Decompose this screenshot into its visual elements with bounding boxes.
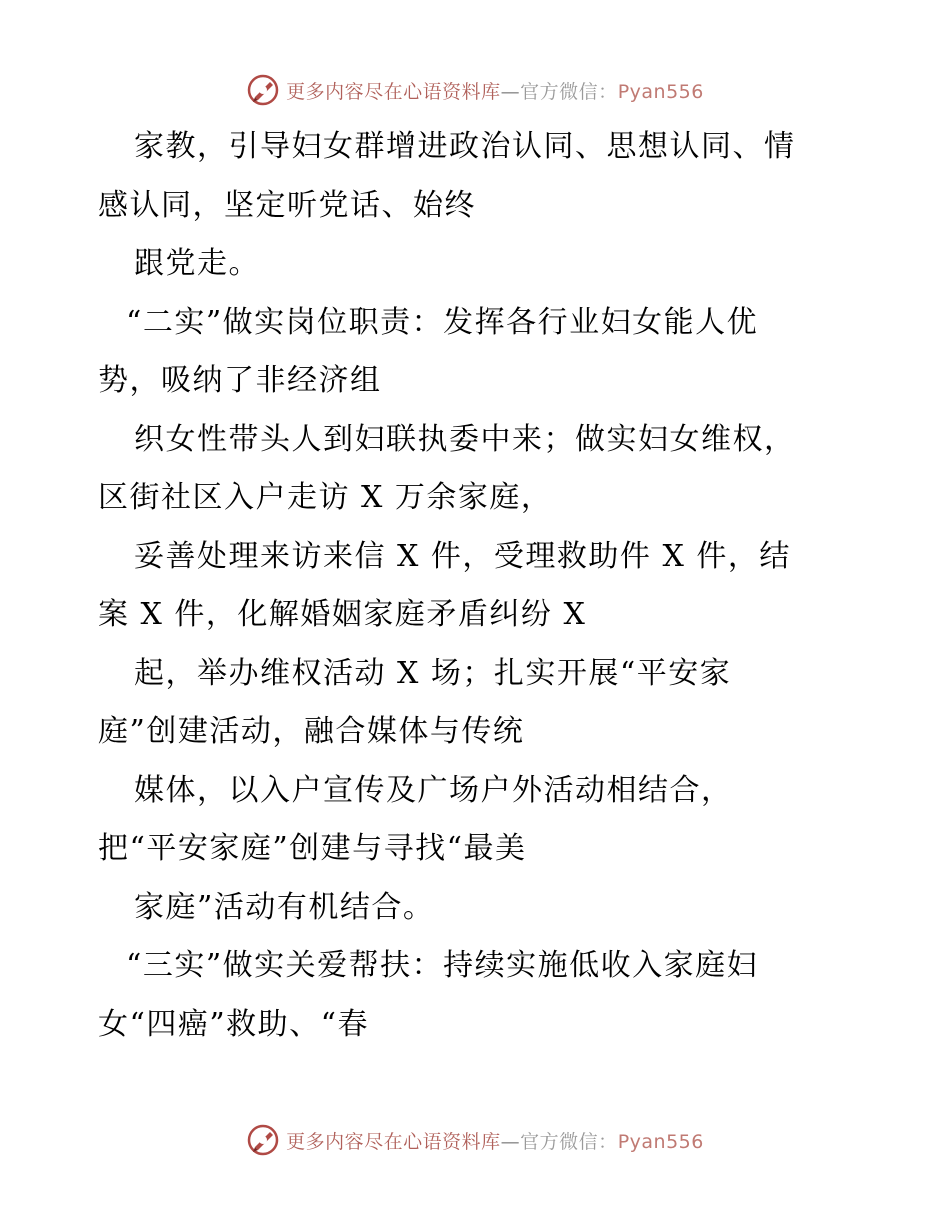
body-line-4: “二实”做实岗位职责：发挥各行业妇女能人优 <box>126 304 759 340</box>
footer-banner-text <box>286 1127 704 1154</box>
body-line-15: “三实”做实关爱帮扶：持续实施低收入家庭妇 <box>126 948 759 983</box>
body-line-3: 跟党走。 <box>134 246 260 281</box>
header-separator: — <box>500 80 521 103</box>
footer-label: 官方微信： <box>520 1130 618 1153</box>
body-line-13: 把“平安家庭”创建与寻找“最美 <box>98 831 527 866</box>
body-line-9: 案 X 件，化解婚姻家庭矛盾纠纷 X <box>98 597 587 632</box>
header-label: 官方微信： <box>520 80 618 103</box>
body-line-10: 起，举办维权活动 X 场；扎实开展“平安家 <box>134 655 732 691</box>
body-line-14: 家庭”活动有机结合。 <box>134 889 435 925</box>
body-line-8: 妥善处理来访来信 X 件，受理救助件 X 件，结 <box>134 538 791 574</box>
body-line-16: 女“四癌”救助、“春 <box>98 1006 370 1042</box>
footer-account: Pyan556 <box>617 1130 704 1153</box>
body-line-7: 区街社区入户走访 X 万余家庭， <box>98 480 553 515</box>
footer-banner <box>0 1120 950 1160</box>
brand-logo-icon <box>246 1123 280 1157</box>
footer-separator: — <box>500 1130 521 1153</box>
body-line-6: 织女性带头人到妇联执委中来；做实妇女维权， <box>134 421 796 457</box>
body-line-2: 感认同，坚定听党话、始终 <box>98 187 476 223</box>
body-line-5: 势，吸纳了非经济组 <box>98 363 382 398</box>
body-line-11: 庭”创建活动，融合媒体与传统 <box>98 714 525 749</box>
footer-brand: 更多内容尽在心语资料库 <box>286 1130 501 1153</box>
header-banner <box>0 70 950 110</box>
document-body <box>98 118 878 1054</box>
body-line-1: 家教，引导妇女群增进政治认同、思想认同、情 <box>134 129 796 164</box>
header-account: Pyan556 <box>617 80 704 103</box>
header-banner-text <box>286 77 704 104</box>
header-brand: 更多内容尽在心语资料库 <box>286 80 501 103</box>
body-line-12: 媒体，以入户宣传及广场户外活动相结合， <box>134 772 733 808</box>
brand-logo-icon <box>246 73 280 107</box>
